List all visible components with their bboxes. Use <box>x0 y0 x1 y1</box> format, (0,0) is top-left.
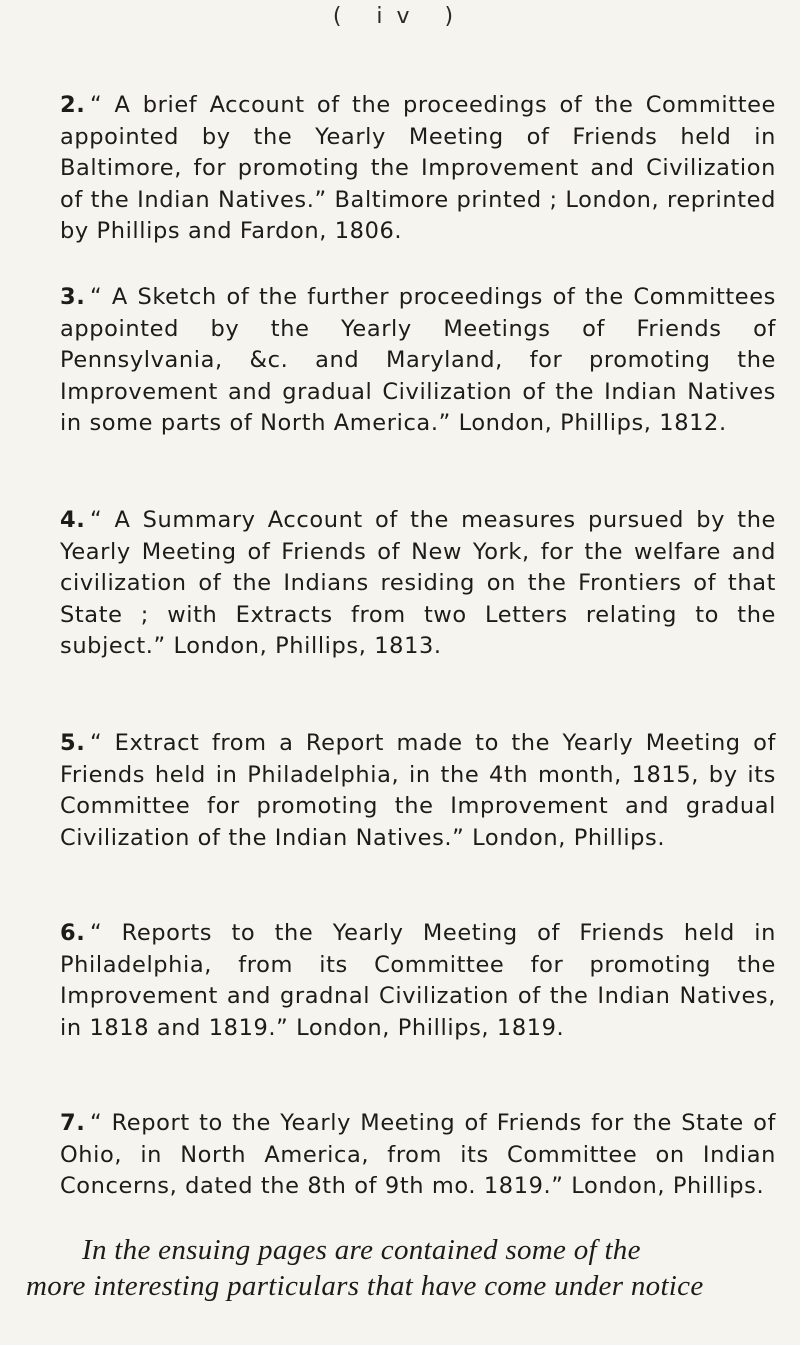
item-text: “ A Summary Account of the measures pursued by the Yearly Meeting of Friends of New York, for the welfare and civilization of the Indians residing on the Frontiers of that State ; with Extracts from two Letters relating to the subject.” London, Phillips, 1813. <box>60 507 776 659</box>
item-text: “ Extract from a Report made to the Yearly Meeting of Friends held in Philadelphia, in the 4th month, 1815, by its Committee for promoting the Improvement and gradual Civilization of the Indian Natives.” London, Phillips. <box>60 730 776 851</box>
item-text: “ Reports to the Yearly Meeting of Friends held in Philadelphia, from its Committee for promoting the Improvement and gradnal Civilization of the Indian Natives, in 1818 and 1819.” London, Phillips, 1819. <box>60 920 776 1041</box>
closing-line-1: In the ensuing pages are contained some of the <box>82 1234 641 1266</box>
page-number: ( iv ) <box>332 4 468 29</box>
list-item <box>60 1108 776 1203</box>
list-item <box>60 728 776 854</box>
item-number: 6. <box>60 920 86 946</box>
item-text: “ A Sketch of the further proceedings of the Committees appointed by the Yearly Meetings of Friends of Pennsylvania, &c. and Maryland, for promoting the Improvement and gradual Civilization of the Indian Natives in some parts of North America.” London, Phillips, 1812. <box>60 284 776 436</box>
list-item <box>60 282 776 440</box>
list-item <box>60 918 776 1044</box>
item-text: “ A brief Account of the proceedings of the Committee appointed by the Yearly Meeting of Friends held in Baltimore, for promoting the Improvement and Civilization of the Indian Natives.” Baltimore printed ; London, reprinted by Phillips and Fardon, 1806. <box>60 92 776 244</box>
item-number: 2. <box>60 92 86 118</box>
list-item <box>60 505 776 663</box>
item-text: “ Report to the Yearly Meeting of Friends for the State of Ohio, in North America, from its Committee on Indian Concerns, dated the 8th of 9th mo. 1819.” London, Phillips. <box>60 1110 776 1199</box>
list-item <box>60 90 776 248</box>
closing-line-2: more interesting particulars that have come under notice <box>26 1270 704 1302</box>
item-number: 4. <box>60 507 86 533</box>
item-number: 5. <box>60 730 86 756</box>
closing-paragraph <box>26 1232 780 1304</box>
item-number: 7. <box>60 1110 86 1136</box>
item-number: 3. <box>60 284 86 310</box>
